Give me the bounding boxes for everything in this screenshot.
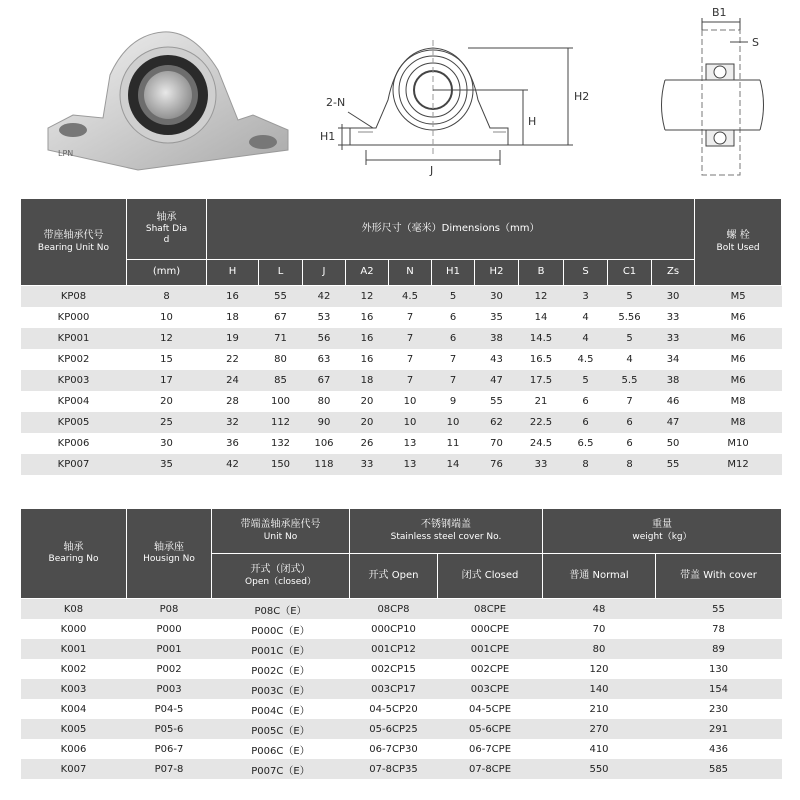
- table-cell: K006: [21, 739, 127, 759]
- header-bolt: 螺 栓 Bolt Used: [695, 199, 782, 286]
- table-cell: 12: [346, 286, 389, 308]
- table-cell: KP003: [21, 370, 127, 391]
- table-cell: 20: [346, 412, 389, 433]
- table-cell: P06-7: [127, 739, 212, 759]
- table-cell: 22.5: [519, 412, 564, 433]
- table-cell: 003CP17: [350, 679, 438, 699]
- table-cell: 50: [652, 433, 695, 454]
- table-cell: M12: [695, 454, 782, 475]
- label-j: J: [430, 164, 434, 177]
- table-cell: 22: [207, 349, 259, 370]
- table-cell: 04-5CP20: [350, 699, 438, 719]
- table-cell: 07-8CP35: [350, 759, 438, 779]
- bolt-hole-right: [249, 135, 277, 149]
- table-cell: 55: [475, 391, 519, 412]
- table-cell: K000: [21, 619, 127, 639]
- table-cell: 8: [127, 286, 207, 308]
- table-cell: 38: [652, 370, 695, 391]
- table-cell: 550: [543, 759, 656, 779]
- table-cell: 270: [543, 719, 656, 739]
- table-cell: 002CP15: [350, 659, 438, 679]
- table-cell: 291: [656, 719, 782, 739]
- table-cell: 43: [475, 349, 519, 370]
- table-row: [21, 433, 782, 454]
- table-cell: 33: [652, 307, 695, 328]
- table-cell: 16: [346, 328, 389, 349]
- table-cell: 154: [656, 679, 782, 699]
- table-cell: M8: [695, 412, 782, 433]
- table-cell: 13: [389, 433, 432, 454]
- table-cell: 36: [207, 433, 259, 454]
- table-cell: 33: [346, 454, 389, 475]
- table-cell: 17: [127, 370, 207, 391]
- housing-outline: [350, 48, 508, 145]
- table-cell: 47: [652, 412, 695, 433]
- table-cell: 003CPE: [438, 679, 543, 699]
- table-cell: 6: [564, 391, 608, 412]
- label-2n: 2-N: [326, 96, 346, 109]
- table-row: [21, 307, 782, 328]
- table-cell: 10: [389, 412, 432, 433]
- table-cell: 17.5: [519, 370, 564, 391]
- table-cell: 55: [656, 599, 782, 620]
- table-cell: 5: [608, 328, 652, 349]
- table-cell: 30: [475, 286, 519, 308]
- table-cell: 25: [127, 412, 207, 433]
- header-col-s: S: [564, 260, 608, 286]
- table-row: [21, 679, 782, 699]
- header-bearing-no: 轴承 Bearing No: [21, 509, 127, 599]
- table-cell: 30: [652, 286, 695, 308]
- table-cell: KP000: [21, 307, 127, 328]
- table-row: [21, 699, 782, 719]
- table-cell: 6: [608, 412, 652, 433]
- table-cell: 5: [432, 286, 475, 308]
- table-cell: 34: [652, 349, 695, 370]
- label-h2: H2: [574, 90, 590, 103]
- table-cell: 89: [656, 639, 782, 659]
- header-col-c1: C1: [608, 260, 652, 286]
- photo-mark: LPN: [58, 149, 74, 158]
- table-cell: K004: [21, 699, 127, 719]
- table-cell: 4: [564, 307, 608, 328]
- table-cell: 7: [432, 370, 475, 391]
- table-cell: P000C（E）: [212, 619, 350, 639]
- table-cell: 62: [475, 412, 519, 433]
- table-cell: 7: [432, 349, 475, 370]
- pillow-block-housing: [48, 32, 288, 170]
- table-cell: 38: [475, 328, 519, 349]
- table-cell: 80: [543, 639, 656, 659]
- header-dimensions: 外形尺寸（毫米）Dimensions（mm）: [207, 199, 695, 260]
- table-cell: 33: [519, 454, 564, 475]
- table-cell: 230: [656, 699, 782, 719]
- product-photo: [18, 0, 308, 190]
- table-cell: P001C（E）: [212, 639, 350, 659]
- table-cell: KP001: [21, 328, 127, 349]
- table-cell: 08CP8: [350, 599, 438, 620]
- table-row: [21, 349, 782, 370]
- table-cell: 410: [543, 739, 656, 759]
- table-cell: KP007: [21, 454, 127, 475]
- header-col-n: N: [389, 260, 432, 286]
- table-cell: M10: [695, 433, 782, 454]
- table-cell: P005C（E）: [212, 719, 350, 739]
- table-cell: 13: [389, 454, 432, 475]
- table-cell: M8: [695, 391, 782, 412]
- table-cell: KP006: [21, 433, 127, 454]
- label-s: S: [752, 36, 759, 49]
- header-open-closed: 开式（闭式） Open（closed）: [212, 554, 350, 599]
- table-cell: 6: [432, 307, 475, 328]
- table-cell: 18: [207, 307, 259, 328]
- table-row: [21, 599, 782, 620]
- table-row: [21, 759, 782, 779]
- header-col-b: B: [519, 260, 564, 286]
- table-cell: 12: [127, 328, 207, 349]
- table-cell: P007C（E）: [212, 759, 350, 779]
- table-cell: 18: [346, 370, 389, 391]
- header-col-j: J: [303, 260, 346, 286]
- header-unit-no: 带座轴承代号 Bearing Unit No: [21, 199, 127, 286]
- table-cell: 19: [207, 328, 259, 349]
- table-cell: 150: [259, 454, 303, 475]
- table-row: [21, 391, 782, 412]
- table-row: [21, 639, 782, 659]
- header-col-a2: A2: [346, 260, 389, 286]
- table-cell: P002C（E）: [212, 659, 350, 679]
- table-row: [21, 619, 782, 639]
- header-shaft: 轴承 Shaft Dia d: [127, 199, 207, 260]
- table-cell: K003: [21, 679, 127, 699]
- table-cell: 21: [519, 391, 564, 412]
- table-cell: 78: [656, 619, 782, 639]
- table-cell: 12: [519, 286, 564, 308]
- table-cell: 4: [564, 328, 608, 349]
- header-shaft-unit: (mm): [127, 260, 207, 286]
- table-cell: 46: [652, 391, 695, 412]
- table-cell: 80: [259, 349, 303, 370]
- header-cover: 不锈钢端盖 Stainless steel cover No.: [350, 509, 543, 554]
- table-cell: K002: [21, 659, 127, 679]
- table-cell: 35: [127, 454, 207, 475]
- header-col-h: H: [207, 260, 259, 286]
- table-cell: 20: [346, 391, 389, 412]
- label-b1: B1: [712, 6, 727, 19]
- table-cell: 16: [207, 286, 259, 308]
- table-cell: 585: [656, 759, 782, 779]
- header-housing-no: 轴承座 Housign No: [127, 509, 212, 599]
- table-cell: 000CP10: [350, 619, 438, 639]
- header-cover-open: 开式 Open: [350, 554, 438, 599]
- table-cell: 71: [259, 328, 303, 349]
- table-cell: 8: [564, 454, 608, 475]
- table-cell: 6.5: [564, 433, 608, 454]
- table-cell: 120: [543, 659, 656, 679]
- header-unit-no-2: 带端盖轴承座代号 Unit No: [212, 509, 350, 554]
- table-cell: 67: [259, 307, 303, 328]
- table-cell: 000CPE: [438, 619, 543, 639]
- table-cell: 112: [259, 412, 303, 433]
- label-h1: H1: [320, 130, 336, 143]
- header-weight-cover: 带盖 With cover: [656, 554, 782, 599]
- table-cell: 16: [346, 307, 389, 328]
- table-cell: KP005: [21, 412, 127, 433]
- table-cell: 436: [656, 739, 782, 759]
- table-cell: P004C（E）: [212, 699, 350, 719]
- table-cell: 106: [303, 433, 346, 454]
- table-cell: 7: [389, 349, 432, 370]
- table-cell: 06-7CP30: [350, 739, 438, 759]
- technical-drawing: [318, 0, 618, 190]
- table-cell: P000: [127, 619, 212, 639]
- table-cell: 15: [127, 349, 207, 370]
- table-cell: 14: [519, 307, 564, 328]
- table-cell: 14: [432, 454, 475, 475]
- table-cell: 30: [127, 433, 207, 454]
- table-cell: 76: [475, 454, 519, 475]
- table-cell: 6: [608, 433, 652, 454]
- table-cell: KP08: [21, 286, 127, 308]
- table-cell: 3: [564, 286, 608, 308]
- table-cell: 5.5: [608, 370, 652, 391]
- table-cell: 42: [303, 286, 346, 308]
- table-cell: P08: [127, 599, 212, 620]
- table-cell: 10: [432, 412, 475, 433]
- bearing-bore: [144, 71, 192, 119]
- weights-table: [20, 508, 782, 779]
- table-row: [21, 286, 782, 308]
- table-cell: 6: [564, 412, 608, 433]
- header-col-h1: H1: [432, 260, 475, 286]
- table-row: [21, 659, 782, 679]
- table-cell: 130: [656, 659, 782, 679]
- table-cell: 4.5: [564, 349, 608, 370]
- table-cell: 32: [207, 412, 259, 433]
- table-cell: P003C（E）: [212, 679, 350, 699]
- table-cell: 48: [543, 599, 656, 620]
- table-cell: 210: [543, 699, 656, 719]
- table-cell: 70: [475, 433, 519, 454]
- table-cell: 05-6CPE: [438, 719, 543, 739]
- table-row: [21, 739, 782, 759]
- table-cell: 140: [543, 679, 656, 699]
- table-row: [21, 412, 782, 433]
- table-cell: M6: [695, 370, 782, 391]
- table-cell: 67: [303, 370, 346, 391]
- table-cell: 5: [608, 286, 652, 308]
- table-cell: 24.5: [519, 433, 564, 454]
- table-cell: 07-8CPE: [438, 759, 543, 779]
- section-drawing: [640, 0, 790, 190]
- table-row: [21, 719, 782, 739]
- table-cell: P07-8: [127, 759, 212, 779]
- table-cell: 118: [303, 454, 346, 475]
- table-cell: M6: [695, 328, 782, 349]
- table-cell: 10: [127, 307, 207, 328]
- table-cell: 001CP12: [350, 639, 438, 659]
- table-cell: 001CPE: [438, 639, 543, 659]
- table-cell: K001: [21, 639, 127, 659]
- table-cell: 9: [432, 391, 475, 412]
- table-cell: 80: [303, 391, 346, 412]
- table-cell: K08: [21, 599, 127, 620]
- table-cell: 08CPE: [438, 599, 543, 620]
- table-cell: 06-7CPE: [438, 739, 543, 759]
- table-cell: 42: [207, 454, 259, 475]
- table-cell: 6: [432, 328, 475, 349]
- table-cell: 5.56: [608, 307, 652, 328]
- header-col-zs: Zs: [652, 260, 695, 286]
- table-cell: P003: [127, 679, 212, 699]
- table-cell: KP004: [21, 391, 127, 412]
- table-cell: 8: [608, 454, 652, 475]
- bolt-hole-left: [59, 123, 87, 137]
- dimensions-table: [20, 198, 782, 475]
- table-cell: 7: [608, 391, 652, 412]
- table-cell: P001: [127, 639, 212, 659]
- table-cell: 7: [389, 370, 432, 391]
- table-cell: 63: [303, 349, 346, 370]
- table-cell: 33: [652, 328, 695, 349]
- table-row: [21, 328, 782, 349]
- header-cover-closed: 闭式 Closed: [438, 554, 543, 599]
- table-cell: 7: [389, 328, 432, 349]
- table-cell: 53: [303, 307, 346, 328]
- header-weight-normal: 普通 Normal: [543, 554, 656, 599]
- table-cell: 20: [127, 391, 207, 412]
- table-cell: P05-6: [127, 719, 212, 739]
- table-cell: P002: [127, 659, 212, 679]
- table-cell: 16: [346, 349, 389, 370]
- header-weight: 重量 weight（kg）: [543, 509, 782, 554]
- table-cell: KP002: [21, 349, 127, 370]
- table-cell: 26: [346, 433, 389, 454]
- table-cell: 7: [389, 307, 432, 328]
- table-cell: 90: [303, 412, 346, 433]
- table-cell: 28: [207, 391, 259, 412]
- table-cell: M5: [695, 286, 782, 308]
- table-cell: 85: [259, 370, 303, 391]
- table-cell: 47: [475, 370, 519, 391]
- table-cell: P08C（E）: [212, 599, 350, 620]
- table-row: [21, 370, 782, 391]
- table-cell: M6: [695, 349, 782, 370]
- table-cell: 35: [475, 307, 519, 328]
- table-cell: 05-6CP25: [350, 719, 438, 739]
- table-cell: 11: [432, 433, 475, 454]
- header-col-h2: H2: [475, 260, 519, 286]
- table-cell: 10: [389, 391, 432, 412]
- table-cell: P04-5: [127, 699, 212, 719]
- table-cell: 70: [543, 619, 656, 639]
- table-cell: K005: [21, 719, 127, 739]
- table-cell: 16.5: [519, 349, 564, 370]
- table-cell: 04-5CPE: [438, 699, 543, 719]
- label-h: H: [528, 115, 537, 128]
- table-cell: K007: [21, 759, 127, 779]
- table-cell: 132: [259, 433, 303, 454]
- table-cell: 4: [608, 349, 652, 370]
- header-col-l: L: [259, 260, 303, 286]
- table-cell: 24: [207, 370, 259, 391]
- table-cell: 55: [652, 454, 695, 475]
- table-row: [21, 454, 782, 475]
- table-cell: 4.5: [389, 286, 432, 308]
- table-cell: P006C（E）: [212, 739, 350, 759]
- table-cell: 5: [564, 370, 608, 391]
- table-cell: 56: [303, 328, 346, 349]
- table-cell: M6: [695, 307, 782, 328]
- table-cell: 14.5: [519, 328, 564, 349]
- table-cell: 002CPE: [438, 659, 543, 679]
- table-cell: 100: [259, 391, 303, 412]
- table-cell: 55: [259, 286, 303, 308]
